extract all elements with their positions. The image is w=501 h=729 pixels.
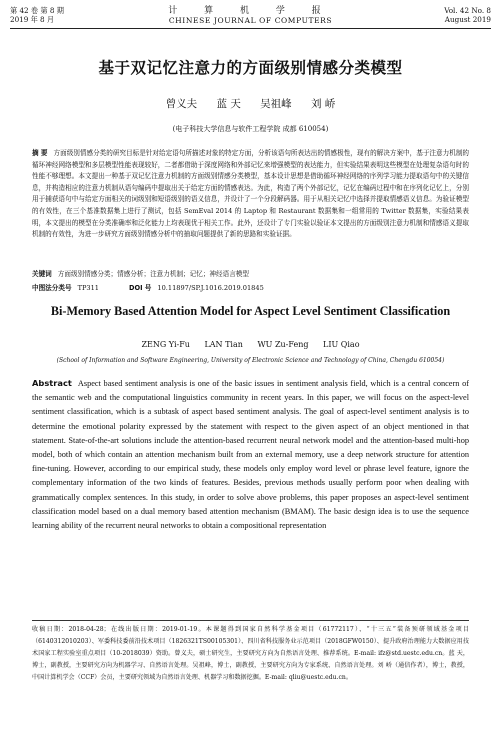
author-en: WU Zu-Feng xyxy=(257,340,309,349)
abstract-zh-label: 摘 要 xyxy=(32,149,48,157)
author-en: LIU Qiao xyxy=(323,340,360,349)
journal-name xyxy=(10,6,491,26)
footnote-divider xyxy=(32,620,469,621)
paper-title-en: Bi-Memory Based Attention Model for Aspect Level Sentiment Classification xyxy=(50,304,451,318)
author-zh: 刘 峤 xyxy=(311,98,336,110)
header-date-en: August 2019 xyxy=(444,15,491,24)
classification-line xyxy=(32,282,469,294)
doi-value: 10.11897/SP.J.1016.2019.01845 xyxy=(157,284,264,292)
abstract-en-text: Aspect based sentiment analysis is one of the basic issues in sentiment analysis field, which is a central concern of the semantic web and the computational linguistics community in recent years. In this paper, we will focus on the aspect-level sentiment classification, which is a subtask of aspect based sentiment analysis. The goal of aspect-level sentiment analysis is to determine the emotional polarity expressed by the statement with respect to the given aspect of an object mentioned in that statement. State-of-the-art solutions include the attention-based recurrent neural network model and the attention-based multi-hop model, both of which contain an attention mechanism built from an external memory, use a deep network structure for attention fine-tuning. However, according to our empirical study, these models only employ word level or phrase level feature, ignore the complementary information of the two kinds of features. Besides, previous methods usually perform poor when dealing with grammatically complex sentences. In this study, in order to solve above problems, this paper proposes an aspect-level sentiment classification model based on a dual memory based attention mechanism (BMAM). The basic design idea is to use the sequence learning ability of the recurrent neural networks to obtain a compositional representation xyxy=(32,379,469,531)
header-date: 2019 年 8 月 xyxy=(10,15,55,24)
authors-en xyxy=(0,340,501,349)
keywords-zh-text: 方面级别情感分类；情感分析；注意力机制；记忆；神经语言模型 xyxy=(57,270,249,278)
doi-label: DOI 号 xyxy=(128,284,152,292)
journal-name-cn: 计 算 机 学 报 xyxy=(168,6,333,16)
journal-name-en: CHINESE JOURNAL OF COMPUTERS xyxy=(168,16,333,25)
header-vol-en: Vol. 42 No. 8 xyxy=(444,6,491,15)
keywords-zh-label: 关键词 xyxy=(32,270,52,278)
author-en: ZENG Yi-Fu xyxy=(141,340,190,349)
authors-zh xyxy=(0,96,501,111)
abstract-zh xyxy=(32,148,469,241)
header-volume: 第 42 卷 第 8 期 xyxy=(10,6,64,15)
author-zh: 曾义夫 xyxy=(165,98,198,110)
clc-value: TP311 xyxy=(77,284,99,292)
paper-title-zh: 基于双记忆注意力的方面级别情感分类模型 xyxy=(98,59,403,77)
header-vol-no xyxy=(444,6,491,24)
author-en: LAN Tian xyxy=(204,340,243,349)
clc-label: 中图法分类号 xyxy=(32,284,72,292)
abstract-zh-text: 方面级别情感分类的研究目标是针对给定语句所描述对象的特定方面，分析该语句所表达出的情感极性，现有的解决方案中，基于注意力机制的循环神经网络模型和多层模型性能表现较好，二者都借助于深度网络和外部记忆来增强模型的表达能力，但实验结果表明这些模型在处理复杂语句时的性能不够理想。本文提出一种基于双记忆注意力机制的方面级别情感分类模型，基本设计思想是借助循环神经网络的序列学习能力提取语句中的关键信息，并构造相应的注意力机制从语句编码中提取出关于给定方面的情感表达。为此，构造了两个外部记忆，记忆在编码过程中和在序列化记忆上，分别用于捕获语句中与给定方面相关的词级别和短语级别的语义信息，并设计了一个分段解码器。用于从相关记忆中选择并提取情感语义信息。为验证模型的有效性，在三个基准数据集上进行了测试，包括 SemEval 2014 的 Laptop 和 Restaurant 数据集和一组常用的 Twitter 数据集，实验结果表明，本文提出的模型在分类准确率和泛化能力上均表现优于相关工作。此外，还设计了专门实验以验证本文提出的方面级别注意力机制和情感语义提取机制的有效性，为进一步研究方面级别情感分析中的抽取问题提供了新的思路和实验证据。 xyxy=(32,149,470,239)
author-zh: 蓝 天 xyxy=(216,98,241,110)
affiliation-en: (School of Information and Software Engineering, University of Electronic Science and Technology of China, Chengdu 610054) xyxy=(56,357,445,364)
affiliation-zh: (电子科技大学信息与软件工程学院 成都 610054) xyxy=(172,125,329,133)
abstract-en xyxy=(32,376,469,533)
keywords-zh xyxy=(32,268,469,280)
running-header xyxy=(10,6,491,29)
abstract-en-label: Abstract xyxy=(32,378,72,388)
footnote: 收稿日期：2018-04-28；在线出版日期：2019-01-19。本课题得到国家自然科学基金项目（61772117）、“十三五”装备预研领域基金项目（6140312010203）、军委科技委前沿技术项目（1826321TS00105301）、四川省科技服务业示范项目（2018GFW0150）、提升政府治理能力大数据应用技术国家工程实验室重点项目（10-2018039）资助。曾义夫，硕士研究生，主要研究方向为自然语言处理、推荐系统。E-mail: ifz@std.uestc.edu.cn。蓝 天，博士，副教授，主要研究方向为机器学习、自然语言处理。吴祖峰，博士，副教授，主要研究方向为专家系统、自然语言处理。刘 峤（通信作者），博士，教授，中国计算机学会（CCF）会员，主要研究领域为自然语言处理、机器学习和数据挖掘。E-mail: qliu@uestc.edu.cn。 xyxy=(32,626,469,681)
author-zh: 吴祖峰 xyxy=(260,98,292,110)
